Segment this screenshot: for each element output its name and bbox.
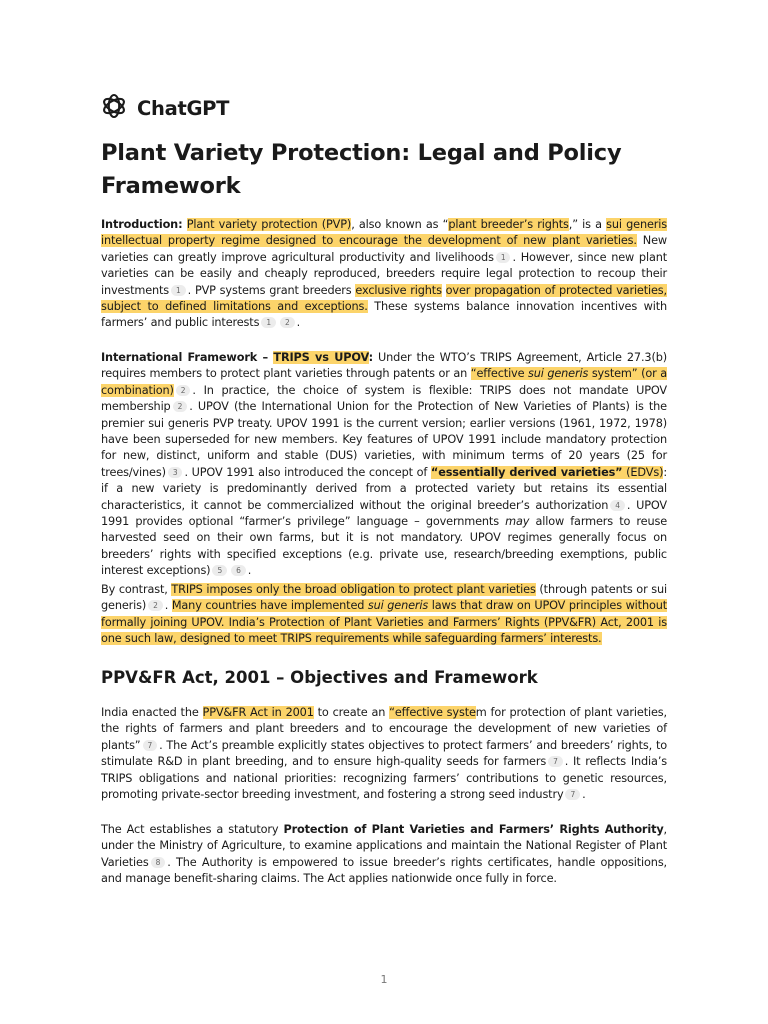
text-run: . The Act’s preamble explicitly states objectives to protect farmers’ and breeders’ rights, to stimulate R&D in plant breeding, and to ensure high-quality seeds for farmers xyxy=(101,738,667,769)
citation-badge[interactable]: 5 xyxy=(212,565,227,576)
text-run: Under the WTO’s TRIPS Agreement, Article 27.3(b) requires members to protect plant varieties through patents or an xyxy=(101,351,667,381)
text-run: , also known as “ xyxy=(351,218,449,231)
text-run: . PVP systems grant breeders xyxy=(187,283,356,297)
citation-badge[interactable]: 7 xyxy=(143,740,158,751)
text-run: (through patents or sui generis) xyxy=(101,583,668,613)
highlight-italic: sui generis xyxy=(528,367,589,381)
citation-badge[interactable]: 7 xyxy=(548,756,563,767)
citation-badge[interactable]: 1 xyxy=(171,285,186,296)
highlight: Many countries have implemented xyxy=(171,599,368,613)
citation-badge[interactable]: 2 xyxy=(176,385,191,396)
highlight: “effective xyxy=(470,367,528,381)
highlight: “essentially derived varieties” xyxy=(430,465,623,479)
text-run: . It reflects India’s TRIPS obligations and national priorities: recognizing farmers’ contributions to genetic resources, promoting private-sector breeding investment, and fostering a strong seed industry xyxy=(101,755,667,802)
text-run: The Act establishes a statutory xyxy=(101,823,284,836)
text-run: These systems balance innovation incentives with farmers’ and public interests xyxy=(101,300,667,330)
highlight: Plant variety protection (PVP) xyxy=(186,218,352,231)
intro-paragraph xyxy=(101,217,667,332)
contrast-paragraph xyxy=(101,582,667,648)
text-run: . xyxy=(247,564,252,578)
text-run: India enacted the xyxy=(101,706,203,719)
citation-badge[interactable]: 4 xyxy=(610,500,625,511)
text-run: . The Authority is empowered to issue breeder’s rights certificates, handle oppositions, and manage benefit-sharing claims. The Act applies nationwide once fully in force. xyxy=(101,855,667,886)
highlight: PPV&FR Act in 2001 xyxy=(202,706,314,719)
citation-badge[interactable]: 2 xyxy=(148,600,163,611)
text-run: : if a new variety is predominantly derived from a protected variety but retains its essential characteristics, it cannot be commercialized without the original breeder’s authorization xyxy=(101,465,667,512)
emphasis: may xyxy=(505,515,530,529)
section-label: International Framework – xyxy=(101,351,274,364)
intro-label: Introduction: xyxy=(101,218,183,231)
highlight: TRIPS imposes only the broad obligation to protect plant varieties xyxy=(171,583,536,596)
bold-term: Protection of Plant Varieties and Farmers’ Rights Authority xyxy=(283,823,664,836)
page-number: 1 xyxy=(380,973,388,986)
brand-header xyxy=(101,94,229,122)
citation-badge[interactable]: 2 xyxy=(173,401,188,412)
highlight: system” (or a combination) xyxy=(101,367,667,397)
highlight: over propagation of protected varieties, subject to defined limitations and exceptions. xyxy=(101,283,667,314)
text-run: m for protection of plant varieties, the rights of farmers and plant breeders and to encourage the development of new varieties of plants” xyxy=(101,706,667,752)
document-title: Plant Variety Protection: Legal and Policy Framework xyxy=(101,140,622,199)
text-run: to create an xyxy=(313,706,390,719)
section-heading: PPV&FR Act, 2001 – Objectives and Framework xyxy=(101,668,538,687)
text-run: . UPOV (the International Union for the Protection of New Varieties of Plants) is the premier sui generis PVP treaty. UPOV 1991 is the current version; earlier versions (1961, 1972, 1978) have been superseded for new members. Key features of UPOV 1991 include mandatory protection for new, distinct, uniform and stable (DUS) varieties, with minimum terms of 20 years (25 for trees/vines) xyxy=(101,400,667,479)
text-run: . xyxy=(164,599,172,613)
citation-badge[interactable]: 1 xyxy=(496,252,511,263)
brand-name: ChatGPT xyxy=(137,96,230,120)
text-run: allow farmers to reuse harvested seed on their own farms, but it is not mandatory. UPOV regimes generally focus on breeders’ rights with specified exceptions (e.g. private use, research/breeding exemptions, public interest exceptions) xyxy=(101,515,667,578)
highlight: plant breeder’s rights xyxy=(448,218,569,231)
authority-paragraph xyxy=(101,822,667,888)
text-run: New varieties can greatly improve agricultural productivity and livelihoods xyxy=(101,234,667,264)
text-run: . UPOV 1991 provides optional “farmer’s privilege” language – governments xyxy=(101,498,667,529)
text-run: By contrast, xyxy=(101,583,172,596)
text-run: . In practice, the choice of system is flexible: TRIPS does not mandate UPOV membership xyxy=(101,383,667,414)
citation-badge[interactable]: 2 xyxy=(280,317,295,328)
citation-badge[interactable]: 7 xyxy=(565,789,580,800)
text-run: . UPOV 1991 also introduced the concept of xyxy=(184,465,431,479)
highlight: laws that draw on UPOV principles without formally joining UPOV. India’s Protection of Plant Varieties and Farmers’ Rights (PPV&FR) Act, 2001 is one such law, designed to meet TRIPS requirements while safeguarding farmers’ interests. xyxy=(101,599,668,646)
section-label: : xyxy=(368,351,373,364)
international-framework-paragraph xyxy=(101,350,667,580)
highlight-italic: sui generis xyxy=(367,599,429,613)
citation-badge[interactable]: 3 xyxy=(168,467,183,478)
highlight: sui generis intellectual property regime designed to encourage the development of new plant varieties. xyxy=(101,218,667,248)
citation-badge[interactable]: 1 xyxy=(261,317,276,328)
highlight: “effective syste xyxy=(389,706,476,719)
highlight: TRIPS vs UPOV xyxy=(273,351,369,364)
citation-badge[interactable]: 8 xyxy=(151,857,166,868)
text-run: . xyxy=(582,788,586,802)
citation-badge[interactable]: 6 xyxy=(231,565,246,576)
openai-logo-icon xyxy=(101,93,127,123)
text-run: . However, since new plant varieties can be easily and cheaply reproduced, breeders require legal protection to recoup their investments xyxy=(101,250,668,297)
text-run: ,” is a xyxy=(568,218,607,231)
highlight: exclusive rights xyxy=(355,283,442,297)
text-run: , under the Ministry of Agriculture, to examine applications and maintain the National Register of Plant Varieties xyxy=(101,823,667,869)
highlight: (EDVs) xyxy=(622,465,664,479)
text-run: . xyxy=(296,316,301,330)
ppvfr-objectives-paragraph xyxy=(101,705,667,803)
